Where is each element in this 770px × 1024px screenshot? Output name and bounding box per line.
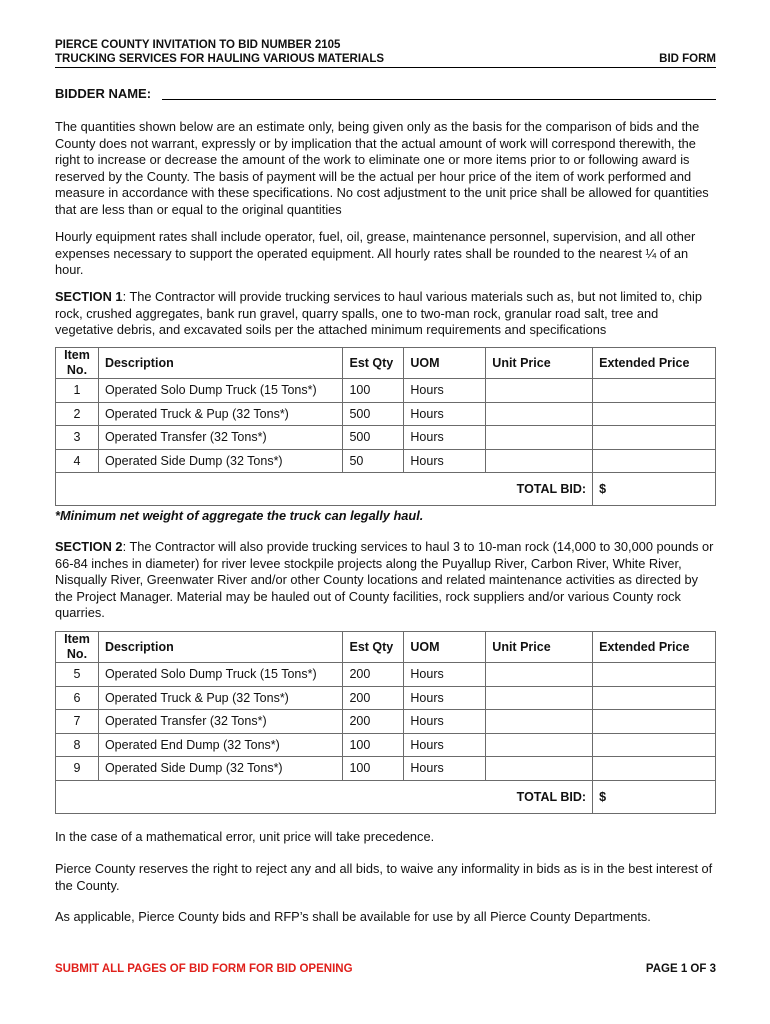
item-number: 6 xyxy=(56,686,99,710)
item-uom: Hours xyxy=(404,663,486,687)
unit-price-cell[interactable] xyxy=(486,663,593,687)
total-bid-value[interactable]: $ xyxy=(593,473,716,506)
applicable-paragraph: As applicable, Pierce County bids and RFP’s shall be available for use by all Pierce County Departments. xyxy=(55,909,651,924)
col-uom-header: UOM xyxy=(404,632,486,663)
unit-price-cell[interactable] xyxy=(486,379,593,403)
col-est-qty-header: Est Qty xyxy=(343,348,404,379)
item-description: Operated Truck & Pup (32 Tons*) xyxy=(98,686,343,710)
col-uom-header: UOM xyxy=(404,348,486,379)
section2-label: SECTION 2 xyxy=(55,539,123,554)
unit-price-cell[interactable] xyxy=(486,757,593,781)
extended-price-cell[interactable] xyxy=(593,710,716,734)
section2-paragraph xyxy=(55,539,719,622)
col-item-header: Item No. xyxy=(56,348,99,379)
col-description-header: Description xyxy=(98,348,343,379)
item-number: 8 xyxy=(56,733,99,757)
page-header xyxy=(55,38,716,66)
extended-price-cell[interactable] xyxy=(593,757,716,781)
table-row xyxy=(56,402,716,426)
table-row xyxy=(56,686,716,710)
item-description: Operated Truck & Pup (32 Tons*) xyxy=(98,402,343,426)
total-bid-label: TOTAL BID: xyxy=(56,473,593,506)
total-bid-value[interactable]: $ xyxy=(593,780,716,813)
table-row xyxy=(56,379,716,403)
unit-price-cell[interactable] xyxy=(486,733,593,757)
section1-paragraph xyxy=(55,289,719,339)
unit-price-cell[interactable] xyxy=(486,710,593,734)
footer-page-number: PAGE 1 OF 3 xyxy=(645,963,716,975)
reserve-rights-paragraph: Pierce County reserves the right to reject any and all bids, to waive any informality in bids as is in the best interest of the County. xyxy=(55,861,713,893)
item-description: Operated Transfer (32 Tons*) xyxy=(98,710,343,734)
item-number: 7 xyxy=(56,710,99,734)
extended-price-cell[interactable] xyxy=(593,663,716,687)
col-item-header: Item No. xyxy=(56,632,99,663)
section1-label: SECTION 1 xyxy=(55,289,123,304)
col-extended-price-header: Extended Price xyxy=(593,348,716,379)
item-est-qty: 100 xyxy=(343,733,404,757)
item-uom: Hours xyxy=(404,402,486,426)
item-number: 5 xyxy=(56,663,99,687)
item-est-qty: 100 xyxy=(343,379,404,403)
section1-text: : The Contractor will provide trucking services to haul various materials such as, but not limited to, chip rock, crushed aggregates, bank run gravel, quarry spalls, one to two-man rock, granular road salt, tree and vegetative debris, and excavated soils per the attached minimum requirements and specifications xyxy=(55,289,702,337)
item-est-qty: 50 xyxy=(343,449,404,473)
item-est-qty: 200 xyxy=(343,710,404,734)
extended-price-cell[interactable] xyxy=(593,402,716,426)
total-row xyxy=(56,473,716,506)
hourly-rates-paragraph: Hourly equipment rates shall include operator, fuel, oil, grease, maintenance personnel, supervision, and all other expenses necessary to support the operated equipment. All hourly rates shall be rounded to the nearest ¼ of an hour. xyxy=(55,229,696,277)
bidder-name-field xyxy=(55,86,716,101)
header-title-line2: TRUCKING SERVICES FOR HAULING VARIOUS MATERIALS xyxy=(55,53,385,65)
table-row xyxy=(56,449,716,473)
table-row xyxy=(56,710,716,734)
table-row xyxy=(56,733,716,757)
intro-paragraph: The quantities shown below are an estimate only, being given only as the basis for the comparison of bids and the County does not warrant, expressly or by implication that the actual amount of work will correspond therewith, the right to increase or decrease the amount of the work to eliminate one or more items prior to or following award is reserved by the County. The basis of payment will be the actual per hour price of the item of work performed and measure in accordance with these specifications. No cost adjustment to the unit price shall be allowed for quantities that are less than or equal to the original quantities xyxy=(55,119,709,217)
weight-footnote: *Minimum net weight of aggregate the truck can legally haul. xyxy=(55,508,424,523)
footer-submit-notice: SUBMIT ALL PAGES OF BID FORM FOR BID OPENING xyxy=(55,963,353,975)
item-est-qty: 100 xyxy=(343,757,404,781)
table-row xyxy=(56,757,716,781)
item-est-qty: 500 xyxy=(343,402,404,426)
header-form-label: BID FORM xyxy=(659,53,716,65)
item-uom: Hours xyxy=(404,426,486,450)
extended-price-cell[interactable] xyxy=(593,686,716,710)
item-description: Operated Side Dump (32 Tons*) xyxy=(98,449,343,473)
extended-price-cell[interactable] xyxy=(593,733,716,757)
header-title-line1: PIERCE COUNTY INVITATION TO BID NUMBER 2105 xyxy=(55,39,341,51)
extended-price-cell[interactable] xyxy=(593,379,716,403)
total-bid-label: TOTAL BID: xyxy=(56,780,593,813)
header-divider xyxy=(55,67,716,68)
unit-price-cell[interactable] xyxy=(486,402,593,426)
item-description: Operated End Dump (32 Tons*) xyxy=(98,733,343,757)
section2-text: : The Contractor will also provide trucking services to haul 3 to 10-man rock (14,000 to 30,000 pounds or 66-84 inches in diameter) for river levee stockpile projects along the Puyallup River, Carbon River, White River, Nisqually River, Greenwater River and/or other County locations and related maintenance activities as directed by the Project Manager. Material may be hauled out of County facilities, rock suppliers and/or various County rock quarries. xyxy=(55,539,714,620)
item-uom: Hours xyxy=(404,379,486,403)
item-description: Operated Solo Dump Truck (15 Tons*) xyxy=(98,379,343,403)
item-description: Operated Side Dump (32 Tons*) xyxy=(98,757,343,781)
section1-bid-table xyxy=(55,347,716,506)
col-extended-price-header: Extended Price xyxy=(593,632,716,663)
item-uom: Hours xyxy=(404,449,486,473)
item-number: 4 xyxy=(56,449,99,473)
math-error-paragraph: In the case of a mathematical error, unit price will take precedence. xyxy=(55,829,435,844)
item-uom: Hours xyxy=(404,686,486,710)
table-header-row xyxy=(56,632,716,663)
unit-price-cell[interactable] xyxy=(486,449,593,473)
item-uom: Hours xyxy=(404,710,486,734)
item-number: 9 xyxy=(56,757,99,781)
bidder-name-line[interactable] xyxy=(162,99,716,100)
extended-price-cell[interactable] xyxy=(593,449,716,473)
item-uom: Hours xyxy=(404,733,486,757)
table-row xyxy=(56,663,716,687)
col-est-qty-header: Est Qty xyxy=(343,632,404,663)
item-uom: Hours xyxy=(404,757,486,781)
section2-bid-table xyxy=(55,631,716,814)
unit-price-cell[interactable] xyxy=(486,426,593,450)
unit-price-cell[interactable] xyxy=(486,686,593,710)
bidder-name-label: BIDDER NAME: xyxy=(55,86,152,101)
table-header-row xyxy=(56,348,716,379)
item-description: Operated Solo Dump Truck (15 Tons*) xyxy=(98,663,343,687)
item-description: Operated Transfer (32 Tons*) xyxy=(98,426,343,450)
extended-price-cell[interactable] xyxy=(593,426,716,450)
col-unit-price-header: Unit Price xyxy=(486,632,593,663)
item-est-qty: 500 xyxy=(343,426,404,450)
col-description-header: Description xyxy=(98,632,343,663)
item-est-qty: 200 xyxy=(343,663,404,687)
item-number: 1 xyxy=(56,379,99,403)
item-est-qty: 200 xyxy=(343,686,404,710)
table-row xyxy=(56,426,716,450)
total-row xyxy=(56,780,716,813)
item-number: 2 xyxy=(56,402,99,426)
item-number: 3 xyxy=(56,426,99,450)
col-unit-price-header: Unit Price xyxy=(486,348,593,379)
